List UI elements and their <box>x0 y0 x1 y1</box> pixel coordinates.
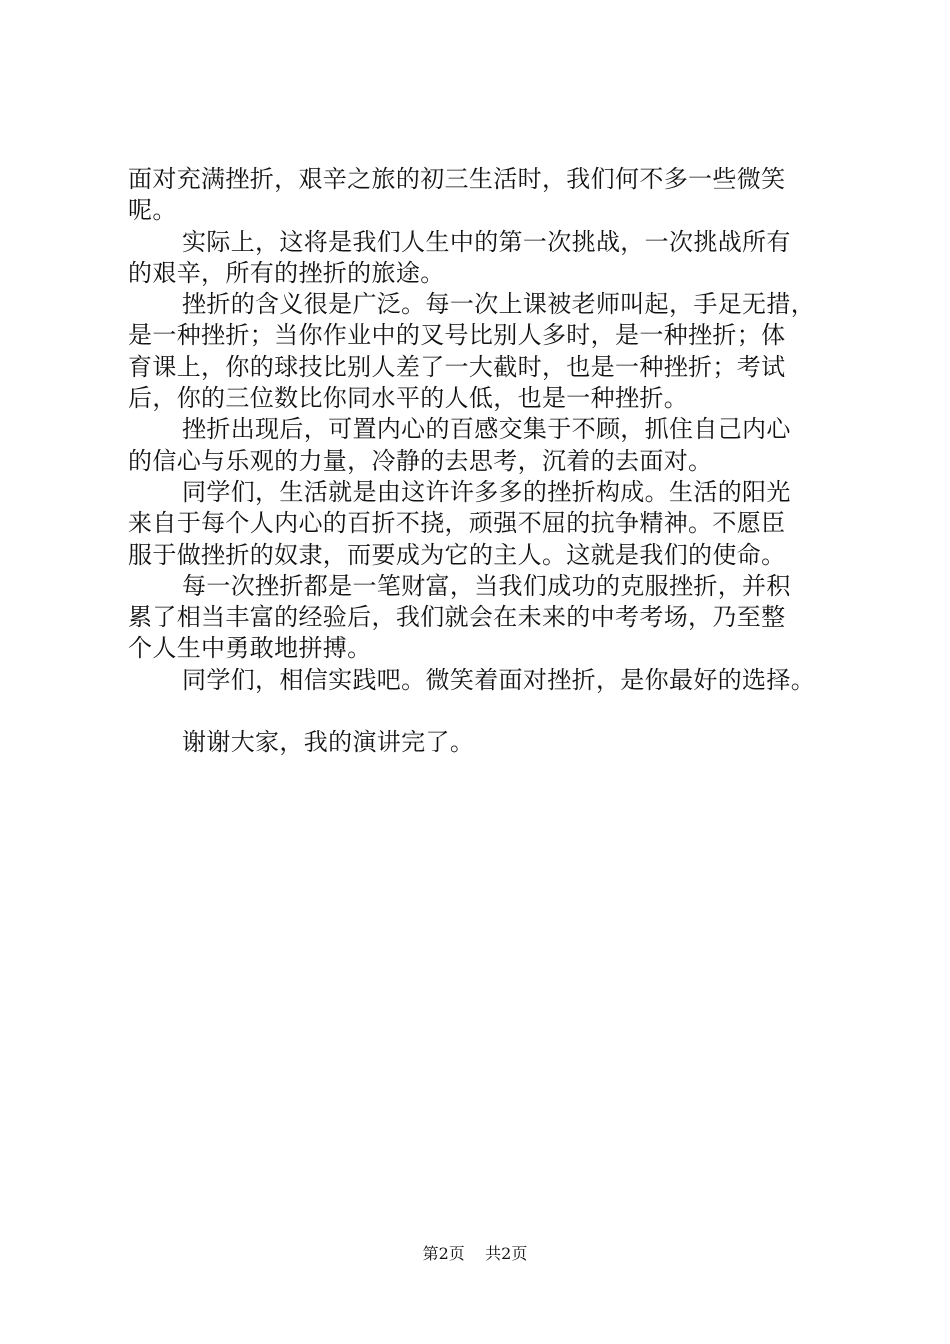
paragraph-start-line: 同学们，相信实践吧。微笑着面对挫折，是你最好的选择。 <box>182 665 816 694</box>
text-line: 是一种挫折；当你作业中的叉号比别人多时，是一种挫折；体 <box>128 321 786 350</box>
total-pages: 共2页 <box>485 1244 528 1263</box>
page-footer <box>0 1243 950 1265</box>
text-line: 育课上，你的球技比别人差了一大截时，也是一种挫折；考试 <box>128 352 786 381</box>
text-line: 累了相当丰富的经验后，我们就会在未来的中考考场，乃至整 <box>128 603 786 632</box>
paragraph-start-line: 实际上，这将是我们人生中的第一次挑战，一次挑战所有 <box>182 227 791 256</box>
paragraph-start-line: 同学们，生活就是由这许许多多的挫折构成。生活的阳光 <box>182 477 791 506</box>
text-line: 的艰辛，所有的挫折的旅途。 <box>128 258 445 287</box>
page-number: 第2页 <box>422 1244 465 1263</box>
text-line: 后，你的三位数比你同水平的人低，也是一种挫折。 <box>128 384 689 413</box>
paragraph-spacer <box>128 696 828 727</box>
paragraph-start-line: 挫折出现后，可置内心的百感交集于不顾，抓住自己内心 <box>182 415 791 444</box>
text-line: 呢。 <box>128 196 177 225</box>
footer-separator <box>470 1244 480 1263</box>
paragraph-start-line: 挫折的含义很是广泛。每一次上课被老师叫起，手足无措， <box>182 290 816 319</box>
closing-line: 谢谢大家，我的演讲完了。 <box>182 728 475 757</box>
text-line: 服于做挫折的奴隶，而要成为它的主人。这就是我们的使命。 <box>128 540 786 569</box>
text-line: 来自于每个人内心的百折不挠，顽强不屈的抗争精神。不愿臣 <box>128 509 786 538</box>
document-body <box>128 164 828 759</box>
text-line: 的信心与乐观的力量，冷静的去思考，沉着的去面对。 <box>128 446 713 475</box>
text-line: 面对充满挫折，艰辛之旅的初三生活时，我们何不多一些微笑 <box>128 165 786 193</box>
text-line: 个人生中勇敢地拼搏。 <box>128 634 372 663</box>
paragraph-start-line: 每一次挫折都是一笔财富，当我们成功的克服挫折，并积 <box>182 571 791 600</box>
